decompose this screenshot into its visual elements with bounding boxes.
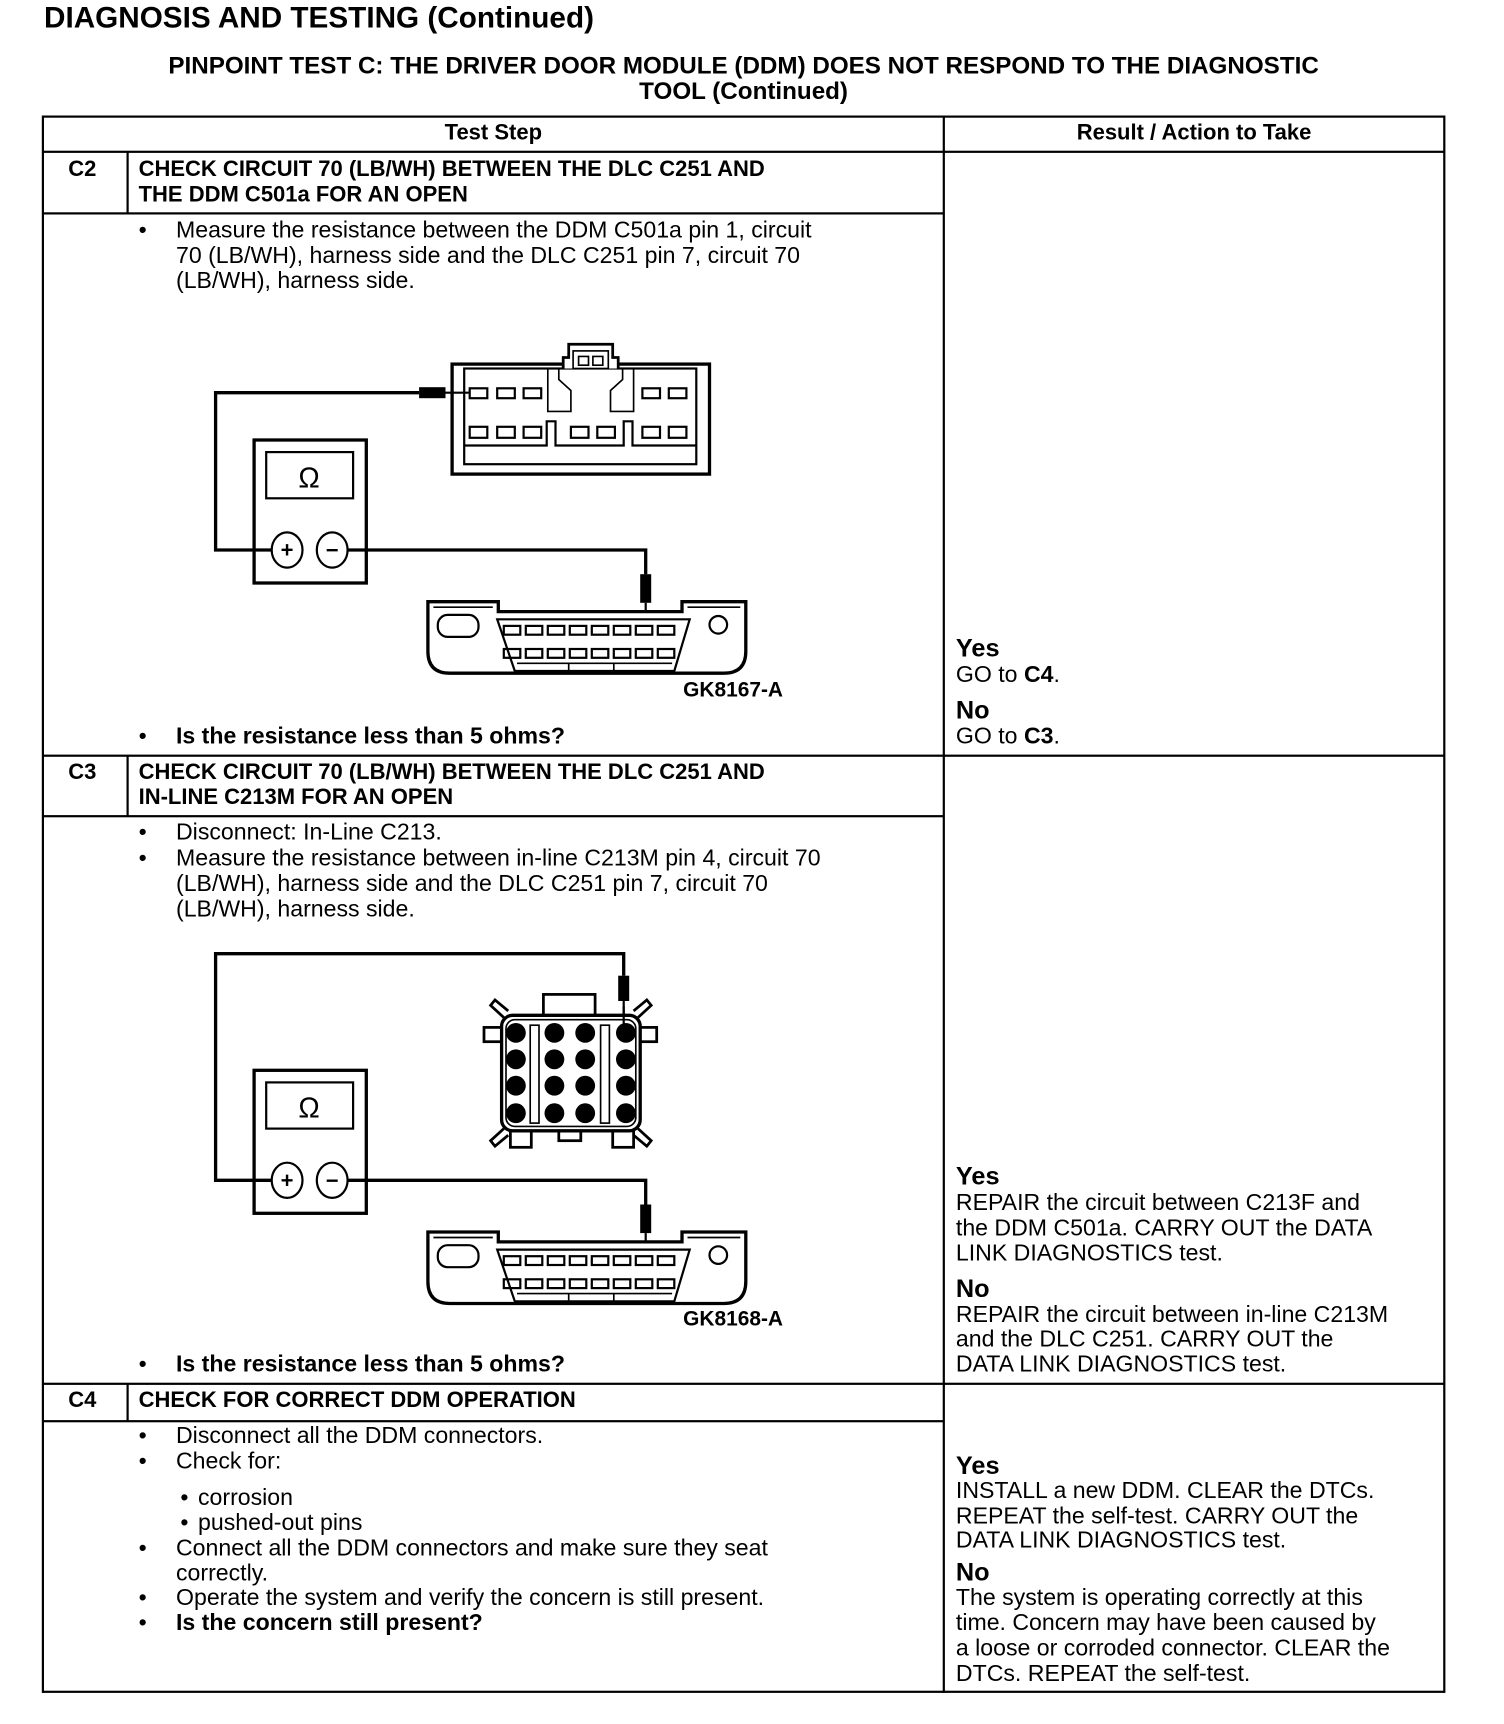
bullet: • — [138, 1423, 147, 1449]
step-heading-line: CHECK FOR CORRECT DDM OPERATION — [138, 1388, 576, 1413]
figure-id: GK8167-A — [683, 678, 784, 702]
subtitle-line-2: TOOL (Continued) — [639, 77, 848, 105]
bullet: • — [138, 723, 147, 750]
check-item: pushed-out pins — [198, 1510, 363, 1536]
result-no-text: time. Concern may have been caused by — [955, 1610, 1376, 1636]
instruction-line: Disconnect: In-Line C213. — [176, 819, 442, 845]
result-yes-text: REPAIR the circuit between C213F and — [955, 1190, 1360, 1216]
ohm-symbol: Ω — [298, 1092, 320, 1125]
result-no-label: No — [955, 1273, 990, 1303]
step-heading-line: IN-LINE C213M FOR AN OPEN — [138, 785, 454, 810]
dlc-connector-icon — [428, 1232, 746, 1304]
ohm-symbol: Ω — [298, 462, 320, 495]
step-heading-line: CHECK CIRCUIT 70 (LB/WH) BETWEEN THE DLC C251 AND — [138, 760, 765, 785]
instruction-line: Operate the system and verify the concern is still present. — [176, 1585, 765, 1611]
instruction-line: Connect all the DDM connectors and make sure they seat — [176, 1535, 768, 1561]
figure-gk8168-a — [216, 954, 746, 1304]
page-title: DIAGNOSIS AND TESTING (Continued) — [44, 1, 594, 35]
ohmmeter-icon — [254, 1070, 366, 1213]
result-no-text: DTCs. REPEAT the self-test. — [955, 1661, 1251, 1687]
result-yes-label: Yes — [955, 633, 1000, 663]
bullet: • — [138, 1351, 147, 1378]
result-no-label: No — [955, 695, 990, 724]
plus-terminal: + — [280, 537, 294, 563]
ohmmeter-icon — [254, 440, 366, 583]
result-no-text: DATA LINK DIAGNOSTICS test. — [955, 1351, 1287, 1378]
action-suffix: . — [1053, 662, 1060, 688]
goto-step-link[interactable]: C3 — [1023, 723, 1054, 750]
column-header-test-step: Test Step — [444, 121, 543, 146]
subtitle-line-1: PINPOINT TEST C: THE DRIVER DOOR MODULE (DDM) DOES NOT RESPOND TO THE DIAGNOSTIC — [168, 51, 1319, 80]
step-question: Is the concern still present? — [176, 1610, 483, 1636]
result-yes-label: Yes — [955, 1450, 1000, 1480]
step-heading-line: THE DDM C501a FOR AN OPEN — [138, 182, 468, 207]
step-id: C2 — [68, 157, 97, 182]
minus-terminal: − — [325, 537, 339, 563]
step-question: Is the resistance less than 5 ohms? — [176, 1351, 566, 1378]
result-yes-text: REPEAT the self-test. CARRY OUT the — [955, 1503, 1359, 1529]
minus-terminal: − — [325, 1168, 339, 1193]
step-id: C3 — [68, 760, 97, 785]
result-no-label: No — [955, 1557, 990, 1587]
bullet: • — [138, 1585, 147, 1611]
figure-id: GK8168-A — [683, 1307, 784, 1331]
bullet: • — [138, 1535, 147, 1561]
bullet: • — [138, 1610, 147, 1636]
ddm-connector-icon — [452, 344, 709, 474]
figure-gk8167-a — [216, 344, 746, 673]
result-no-text: REPAIR the circuit between in-line C213M — [955, 1302, 1389, 1328]
result-yes-text: INSTALL a new DDM. CLEAR the DTCs. — [955, 1478, 1375, 1504]
plus-terminal: + — [280, 1168, 294, 1193]
result-no-text: and the DLC C251. CARRY OUT the — [955, 1326, 1334, 1352]
bullet: • — [138, 819, 147, 845]
result-yes-label: Yes — [955, 1161, 1000, 1191]
instruction-line: (LB/WH), harness side. — [176, 896, 415, 922]
instruction-line: (LB/WH), harness side and the DLC C251 pin 7, circuit 70 — [176, 871, 768, 897]
instruction-line: Disconnect all the DDM connectors. — [176, 1423, 544, 1449]
bullet: • — [138, 845, 147, 872]
step-question: Is the resistance less than 5 ohms? — [176, 723, 566, 750]
action-prefix: GO to — [955, 662, 1024, 688]
step-id: C4 — [68, 1388, 97, 1413]
bullet: • — [138, 1448, 147, 1474]
result-no-text: a loose or corroded connector. CLEAR the — [955, 1635, 1390, 1661]
result-yes-text: LINK DIAGNOSTICS test. — [955, 1240, 1223, 1267]
check-item: corrosion — [198, 1485, 294, 1511]
goto-step-link[interactable]: C4 — [1023, 662, 1054, 688]
instruction-line: Measure the resistance between in-line C213M pin 4, circuit 70 — [176, 845, 821, 872]
instruction-line: Measure the resistance between the DDM C501a pin 1, circuit — [176, 217, 812, 244]
instruction-line: 70 (LB/WH), harness side and the DLC C251 pin 7, circuit 70 — [176, 243, 801, 269]
bullet: • — [138, 217, 147, 244]
result-yes-text: the DDM C501a. CARRY OUT the DATA — [955, 1215, 1373, 1241]
dlc-connector-icon — [428, 602, 746, 674]
action-suffix: . — [1053, 723, 1060, 750]
instruction-line: correctly. — [176, 1560, 268, 1587]
step-heading-line: CHECK CIRCUIT 70 (LB/WH) BETWEEN THE DLC C251 AND — [138, 157, 765, 182]
instruction-line: Check for: — [176, 1448, 282, 1474]
action-prefix: GO to — [955, 723, 1024, 750]
sub-bullet: • — [180, 1485, 189, 1511]
column-header-result: Result / Action to Take — [1076, 121, 1312, 146]
sub-bullet: • — [180, 1510, 189, 1536]
result-yes-text: DATA LINK DIAGNOSTICS test. — [955, 1527, 1287, 1554]
result-no-text: The system is operating correctly at this — [955, 1585, 1363, 1611]
instruction-line: (LB/WH), harness side. — [176, 268, 415, 294]
inline-c213m-connector-icon — [484, 994, 657, 1147]
